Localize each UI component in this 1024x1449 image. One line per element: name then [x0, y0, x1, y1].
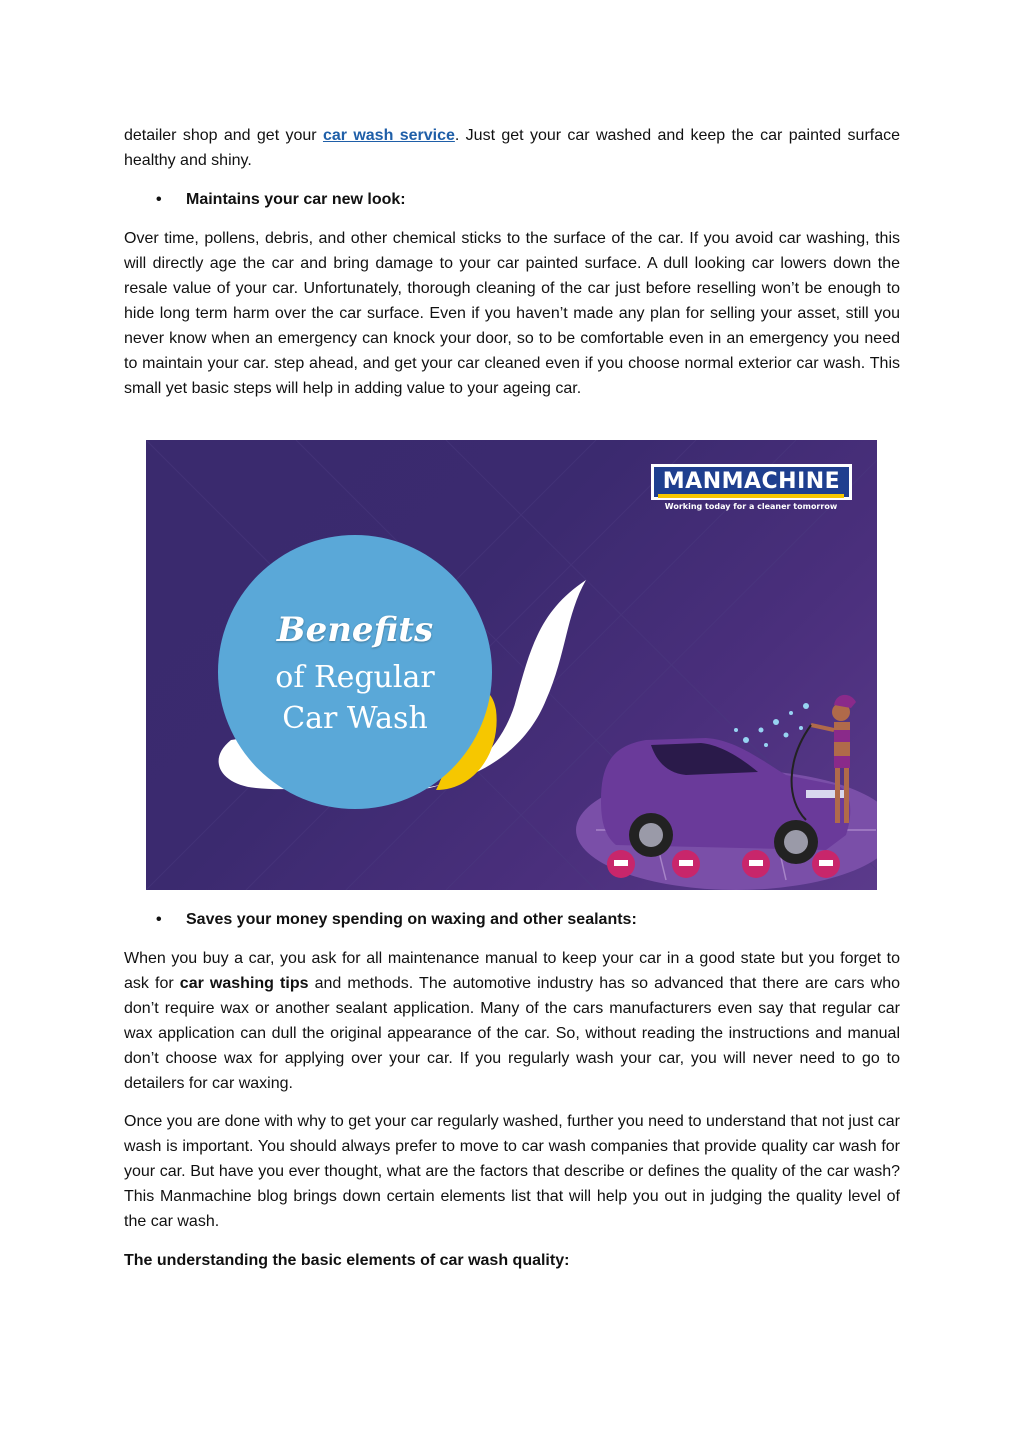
banner-title-line2: of Regular	[275, 660, 435, 695]
paragraph-waxing-end: and methods. The automotive industry has so advanced that there are cars who don’t require wax or another sealant application. Many of the cars manufacturers even say that regular car wax application can dull the original appearance of the car. So, without reading the instructions and manual don’t choose wax for applying over your car. If you regularly wash your car, you will never need to go to detailers for car waxing.	[124, 975, 900, 1092]
bullet-maintains-look-text: Maintains your car new look:	[186, 191, 406, 208]
bullet-dot: •	[156, 191, 162, 208]
paragraph-waxing-start: When you buy a car, you ask for all maintenance manual to keep your car in a good state but you forget to ask for	[124, 950, 900, 992]
paragraph-intro-end: . Just get your car washed and keep the car painted surface healthy and shiny.	[124, 127, 901, 169]
paragraph-waxing	[124, 946, 900, 1096]
title-circle	[218, 535, 492, 809]
bullet-saves-money-text: Saves your money spending on waxing and other sealants:	[186, 911, 637, 928]
logo-accent-bar	[658, 494, 844, 498]
paragraph-intro-start: detailer shop and get your	[124, 127, 323, 144]
car-washing-tips-bold: car washing tips	[179, 975, 309, 992]
banner-title-benefits: Benefits	[276, 610, 434, 650]
bullet-dot: •	[156, 911, 162, 928]
section-heading-quality-elements: The understanding the basic elements of car wash quality:	[124, 1252, 570, 1269]
paragraph-new-look: Over time, pollens, debris, and other chemical sticks to the surface of the car. If you avoid car washing, this will directly age the car and bring damage to your car painted surface. A dull looking car lowers down the resale value of your car. Unfortunately, thorough cleaning of the car just before reselling won’t be enough to hide long term harm over the car surface. Even if you haven’t made any plan for selling your asset, still you never know when an emergency can knock your door, so to be comfortable even in an emergency you need to maintain your car. step ahead, and get your car cleaned even if you choose normal exterior car wash. This small yet basic steps will help in adding value to your ageing car.	[124, 230, 900, 397]
manmachine-logo: MANMACHINE	[651, 464, 852, 500]
banner-title-line3: Car Wash	[282, 701, 428, 736]
paragraph-quality: Once you are done with why to get your car regularly washed, further you need to understand that not just car wash is important. You should always prefer to move to car wash companies that provide quality car wash for your car. But have you ever thought, what are the factors that describe or defines the quality of the car wash? This Manmachine blog brings down certain elements list that will help you out in judging the quality level of the car wash.	[124, 1113, 900, 1230]
benefits-banner-image	[146, 440, 877, 890]
purple-car	[601, 738, 850, 864]
logo-tagline: Working today for a cleaner tomorrow	[664, 502, 838, 511]
water-spray	[734, 703, 809, 747]
paragraph-intro	[124, 123, 900, 173]
car-wash-service-link[interactable]: car wash service	[322, 127, 455, 144]
